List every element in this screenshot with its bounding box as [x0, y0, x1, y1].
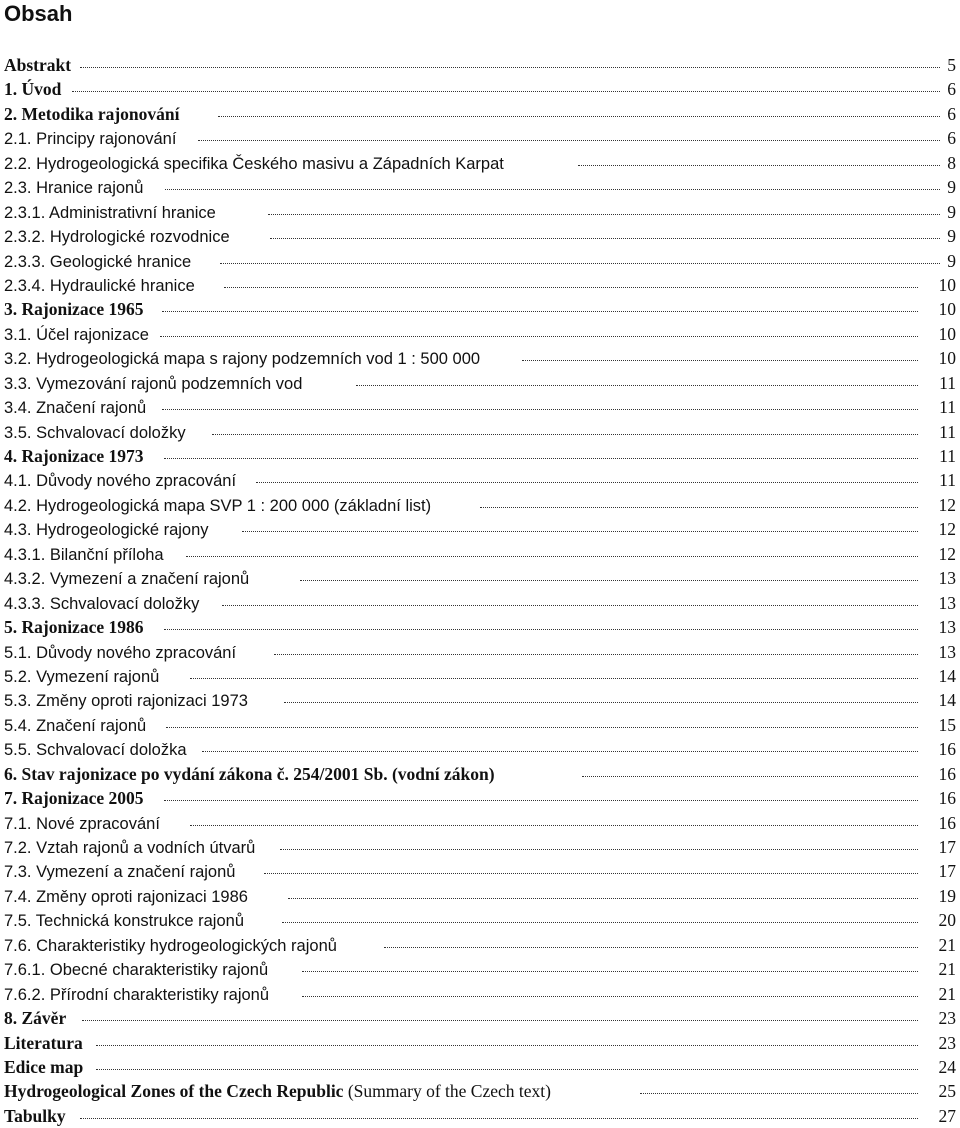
toc-entry-label: 7.1. Nové zpracování — [4, 811, 162, 836]
toc-entry-label: 2.1. Principy rajonování — [4, 126, 178, 151]
toc-entry-page: 19 — [938, 885, 956, 906]
toc-entry-page: 12 — [938, 519, 956, 540]
dot-leader — [96, 1045, 918, 1046]
toc-entry-label: 7.5. Technická konstrukce rajonů — [4, 908, 246, 933]
toc-entry-label: 8. Závěr — [4, 1006, 68, 1030]
toc-entry[interactable] — [4, 982, 960, 1006]
toc-entry-label: 3. Rajonizace 1965 — [4, 297, 146, 321]
toc-entry[interactable] — [4, 102, 960, 126]
dot-leader — [224, 287, 918, 288]
toc-entry[interactable] — [4, 957, 960, 981]
toc-entry[interactable] — [4, 884, 960, 908]
toc-entry[interactable] — [4, 762, 960, 786]
toc-entry-page: 16 — [938, 788, 956, 809]
dot-leader — [218, 116, 940, 117]
toc-entry-page: 14 — [938, 690, 956, 711]
toc-entry[interactable] — [4, 273, 960, 297]
toc-entry-label: 5.2. Vymezení rajonů — [4, 664, 161, 689]
toc-entry-label: 7.3. Vymezení a značení rajonů — [4, 859, 237, 884]
dot-leader — [72, 91, 940, 92]
toc-entry-page: 20 — [938, 910, 956, 931]
toc-entry-page: 9 — [947, 177, 956, 198]
dot-leader — [190, 678, 918, 679]
dot-leader — [162, 409, 918, 410]
toc-entry-label: 5.5. Schvalovací doložka — [4, 737, 189, 762]
dot-leader — [164, 629, 918, 630]
dot-leader — [220, 263, 940, 264]
toc-entry[interactable] — [4, 859, 960, 883]
toc-entry-page: 10 — [938, 323, 956, 344]
toc-entry-label: 4.3. Hydrogeologické rajony — [4, 517, 211, 542]
toc-entry-label: 4.1. Důvody nového zpracování — [4, 468, 238, 493]
toc-entry-page: 11 — [939, 470, 956, 491]
toc-entry[interactable] — [4, 493, 960, 517]
toc-entry-page: 17 — [938, 861, 956, 882]
toc-entry[interactable] — [4, 249, 960, 273]
dot-leader — [288, 898, 918, 899]
dot-leader — [282, 922, 918, 923]
toc-entry-page: 23 — [938, 1032, 956, 1053]
toc-entry[interactable] — [4, 468, 960, 492]
dot-leader — [80, 1118, 918, 1119]
toc-entry-page: 9 — [947, 250, 956, 271]
toc-entry[interactable] — [4, 688, 960, 712]
toc-entry[interactable] — [4, 151, 960, 175]
toc-entry-label: Literatura — [4, 1031, 85, 1055]
toc-entry[interactable] — [4, 371, 960, 395]
toc-entry-label: Tabulky — [4, 1104, 68, 1128]
dot-leader — [302, 996, 918, 997]
toc-entry[interactable] — [4, 566, 960, 590]
dot-leader — [356, 385, 918, 386]
toc-entry[interactable] — [4, 737, 960, 761]
toc-entry-label: 7.4. Změny oproti rajonizaci 1986 — [4, 884, 250, 909]
toc-entry-label: 7.2. Vztah rajonů a vodních útvarů — [4, 835, 257, 860]
toc-entry-page: 13 — [938, 641, 956, 662]
toc-entry-page: 13 — [938, 568, 956, 589]
dot-leader — [582, 776, 918, 777]
toc-entry-page: 14 — [938, 665, 956, 686]
toc-entry-label: 2.2. Hydrogeologická specifika Českého masivu a Západních Karpat — [4, 151, 506, 176]
toc-entry-page: 13 — [938, 617, 956, 638]
toc-entry[interactable] — [4, 200, 960, 224]
toc-entry[interactable] — [4, 1079, 960, 1103]
toc-entry-page: 11 — [939, 446, 956, 466]
toc-entry-label: 2.3.1. Administrativní hranice — [4, 200, 218, 225]
page-title: Obsah — [4, 1, 73, 26]
toc-entry[interactable] — [4, 908, 960, 932]
toc-entry[interactable] — [4, 591, 960, 615]
dot-leader — [190, 825, 918, 826]
toc-entry-label: 7. Rajonizace 2005 — [4, 786, 146, 810]
dot-leader — [96, 1069, 918, 1070]
toc-entry-label: 3.2. Hydrogeologická mapa s rajony podzemních vod 1 : 500 000 — [4, 346, 482, 371]
dot-leader — [82, 1020, 918, 1021]
dot-leader — [270, 238, 940, 239]
toc-entry-page: 16 — [938, 763, 956, 784]
toc-entry-label: 3.1. Účel rajonizace — [4, 322, 151, 347]
toc-entry[interactable] — [4, 811, 960, 835]
toc-entry[interactable] — [4, 1031, 960, 1055]
dot-leader — [166, 727, 918, 728]
dot-leader — [222, 605, 918, 606]
toc-entry[interactable] — [4, 640, 960, 664]
toc-entry-page: 5 — [947, 55, 956, 75]
toc-entry-page: 21 — [938, 934, 956, 955]
toc-entry[interactable] — [4, 297, 960, 321]
dot-leader — [302, 971, 918, 972]
dot-leader — [160, 336, 918, 337]
dot-leader — [640, 1093, 918, 1094]
toc-entry-label: 4.2. Hydrogeologická mapa SVP 1 : 200 000 (základní list) — [4, 493, 433, 518]
dot-leader — [578, 165, 940, 166]
toc-entry-page: 21 — [938, 983, 956, 1004]
toc-entry-label: 2.3.2. Hydrologické rozvodnice — [4, 224, 232, 249]
dot-leader — [300, 580, 918, 581]
toc-entry-label: Hydrogeological Zones of the Czech Republic (Summary of the Czech text) — [4, 1079, 553, 1103]
toc-entry-label: 4. Rajonizace 1973 — [4, 444, 146, 468]
toc-entry[interactable] — [4, 1055, 960, 1079]
toc-entry-label: Edice map — [4, 1055, 85, 1079]
dot-leader — [522, 360, 918, 361]
toc-entry[interactable] — [4, 175, 960, 199]
dot-leader — [80, 67, 940, 68]
toc-entry[interactable] — [4, 835, 960, 859]
toc-entry-page: 21 — [938, 959, 956, 980]
toc-entry-page: 9 — [947, 226, 956, 247]
toc-entry-page: 15 — [938, 714, 956, 735]
toc-entry[interactable] — [4, 1006, 960, 1030]
toc-entry[interactable] — [4, 713, 960, 737]
toc-entry-label: 4.3.3. Schvalovací doložky — [4, 591, 201, 616]
toc-entry-page: 10 — [938, 348, 956, 369]
toc-entry-label: 4.3.2. Vymezení a značení rajonů — [4, 566, 251, 591]
toc-entry-label: Abstrakt — [4, 53, 73, 77]
toc-entry-page: 6 — [947, 128, 956, 149]
dot-leader — [480, 507, 918, 508]
toc-entry-page: 11 — [939, 421, 956, 442]
toc-entry-page: 11 — [939, 397, 956, 418]
toc-entry[interactable] — [4, 420, 960, 444]
toc-entry-page: 12 — [938, 543, 956, 564]
table-of-contents — [4, 53, 960, 1128]
dot-leader — [284, 702, 918, 703]
dot-leader — [198, 140, 940, 141]
toc-entry-label: 5.3. Změny oproti rajonizaci 1973 — [4, 688, 250, 713]
toc-entry-page: 10 — [938, 299, 956, 320]
toc-entry-label: 4.3.1. Bilanční příloha — [4, 542, 166, 567]
dot-leader — [186, 556, 918, 557]
toc-entry-page: 6 — [947, 103, 956, 124]
dot-leader — [384, 947, 918, 948]
dot-leader — [264, 873, 918, 874]
dot-leader — [202, 751, 918, 752]
toc-entry[interactable] — [4, 322, 960, 346]
dot-leader — [164, 800, 918, 801]
toc-entry-page: 6 — [947, 79, 956, 100]
toc-entry[interactable] — [4, 395, 960, 419]
dot-leader — [280, 849, 918, 850]
toc-entry-label: 7.6.1. Obecné charakteristiky rajonů — [4, 957, 270, 982]
toc-entry-label-suffix: (Summary of the Czech text) — [343, 1081, 551, 1102]
toc-entry-label: 7.6. Charakteristiky hydrogeologických rajonů — [4, 933, 339, 958]
toc-entry-page: 25 — [938, 1081, 956, 1102]
toc-entry-label: 2.3.3. Geologické hranice — [4, 249, 193, 274]
toc-entry-page: 17 — [938, 837, 956, 857]
toc-entry-label: 2.3.4. Hydraulické hranice — [4, 273, 197, 298]
dot-leader — [268, 214, 940, 215]
toc-entry-page: 27 — [938, 1105, 956, 1126]
toc-entry[interactable] — [4, 53, 960, 77]
toc-entry[interactable] — [4, 224, 960, 248]
toc-entry[interactable] — [4, 517, 960, 541]
toc-entry-label: 6. Stav rajonizace po vydání zákona č. 254/2001 Sb. (vodní zákon) — [4, 762, 497, 786]
toc-entry-label: 3.4. Značení rajonů — [4, 395, 148, 420]
toc-entry[interactable] — [4, 615, 960, 639]
toc-entry-label: 2. Metodika rajonování — [4, 102, 182, 126]
toc-entry-page: 23 — [938, 1008, 956, 1029]
toc-entry-label: 5.1. Důvody nového zpracování — [4, 640, 238, 665]
toc-entry[interactable] — [4, 786, 960, 810]
toc-entry[interactable] — [4, 126, 960, 150]
toc-entry[interactable] — [4, 346, 960, 370]
toc-entry[interactable] — [4, 77, 960, 101]
toc-entry-label: 3.5. Schvalovací doložky — [4, 420, 188, 445]
toc-entry-page: 8 — [947, 152, 956, 173]
dot-leader — [162, 311, 918, 312]
toc-entry-page: 16 — [938, 812, 956, 833]
dot-leader — [165, 189, 940, 190]
toc-entry-label: 5. Rajonizace 1986 — [4, 615, 146, 639]
dot-leader — [242, 531, 918, 532]
toc-entry-page: 12 — [938, 494, 956, 515]
toc-entry-page: 13 — [938, 592, 956, 613]
dot-leader — [164, 458, 918, 459]
dot-leader — [212, 434, 918, 435]
toc-entry[interactable] — [4, 444, 960, 468]
toc-entry[interactable] — [4, 933, 960, 957]
toc-entry-label: 2.3. Hranice rajonů — [4, 175, 145, 200]
toc-entry-label: 5.4. Značení rajonů — [4, 713, 148, 738]
toc-entry-page: 9 — [947, 201, 956, 222]
toc-entry-label: 7.6.2. Přírodní charakteristiky rajonů — [4, 982, 271, 1007]
toc-entry-label: 1. Úvod — [4, 77, 63, 101]
toc-entry[interactable] — [4, 542, 960, 566]
dot-leader — [256, 482, 918, 483]
toc-entry-label: 3.3. Vymezování rajonů podzemních vod — [4, 371, 304, 396]
toc-entry-page: 16 — [938, 739, 956, 760]
toc-entry-page: 11 — [939, 372, 956, 393]
dot-leader — [274, 654, 918, 655]
toc-entry[interactable] — [4, 664, 960, 688]
toc-entry[interactable] — [4, 1104, 960, 1128]
toc-entry-page: 10 — [938, 274, 956, 295]
toc-entry-page: 24 — [938, 1056, 956, 1077]
